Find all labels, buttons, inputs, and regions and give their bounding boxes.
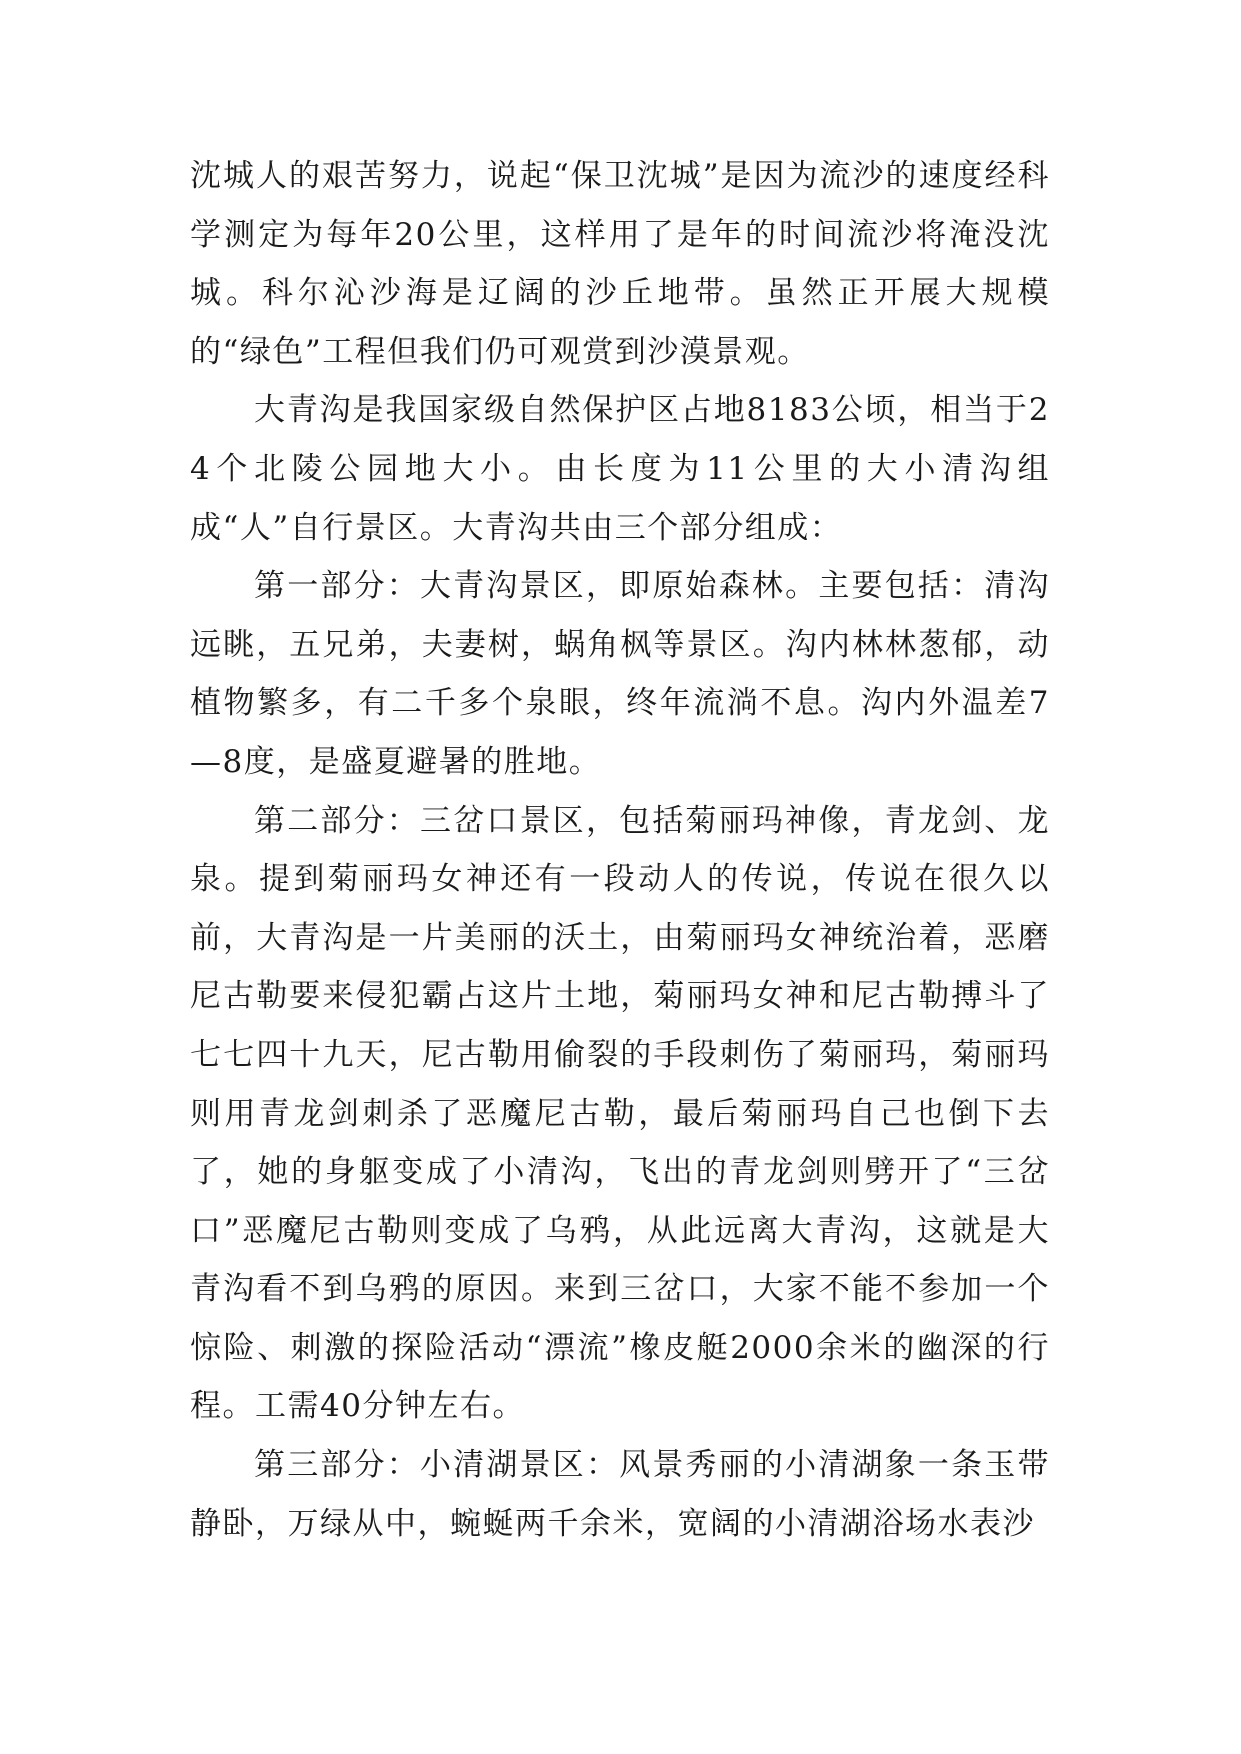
document-body [190,147,1050,1553]
paragraph-part-one: 第一部分：大青沟景区，即原始森林。主要包括：清沟远眺，五兄弟，夫妻树，蜗角枫等景区。沟内林林葱郁，动植物繁多，有二千多个泉眼，终年流淌不息。沟内外温差7—8度，是盛夏避暑的胜地。 [190,568,1050,780]
paragraph-part-three: 第三部分：小清湖景区：风景秀丽的小清湖象一条玉带静卧，万绿从中，蜿蜒两千余米，宽阔的小清湖浴场水表沙 [190,1447,1050,1542]
paragraph-part-two: 第二部分：三岔口景区，包括菊丽玛神像，青龙剑、龙泉。提到菊丽玛女神还有一段动人的传说，传说在很久以前，大青沟是一片美丽的沃土，由菊丽玛女神统治着，恶磨尼古勒要来侵犯霸占这片土地，菊丽玛女神和尼古勒搏斗了七七四十九天，尼古勒用偷裂的手段刺伤了菊丽玛，菊丽玛则用青龙剑刺杀了恶魔尼古勒，最后菊丽玛自己也倒下去了，她的身躯变成了小清沟，飞出的青龙剑则劈开了“三岔口”恶魔尼古勒则变成了乌鸦，从此远离大青沟，这就是大青沟看不到乌鸦的原因。来到三岔口，大家不能不参加一个惊险、刺激的探险活动“漂流”橡皮艇2000余米的幽深的行程。工需40分钟左右。 [190,802,1050,1425]
paragraph-shencheng: 沈城人的艰苦努力，说起“保卫沈城”是因为流沙的速度经科学测定为每年20公里，这样用了是年的时间流沙将淹没沈城。科尔沁沙海是辽阔的沙丘地带。虽然正开展大规模的“绿色”工程但我们仍可观赏到沙漠景观。 [190,158,1050,370]
paragraph-daqinggou-intro: 大青沟是我国家级自然保护区占地8183公顷，相当于24个北陵公园地大小。由长度为11公里的大小清沟组成“人”自行景区。大青沟共由三个部分组成： [190,392,1050,546]
